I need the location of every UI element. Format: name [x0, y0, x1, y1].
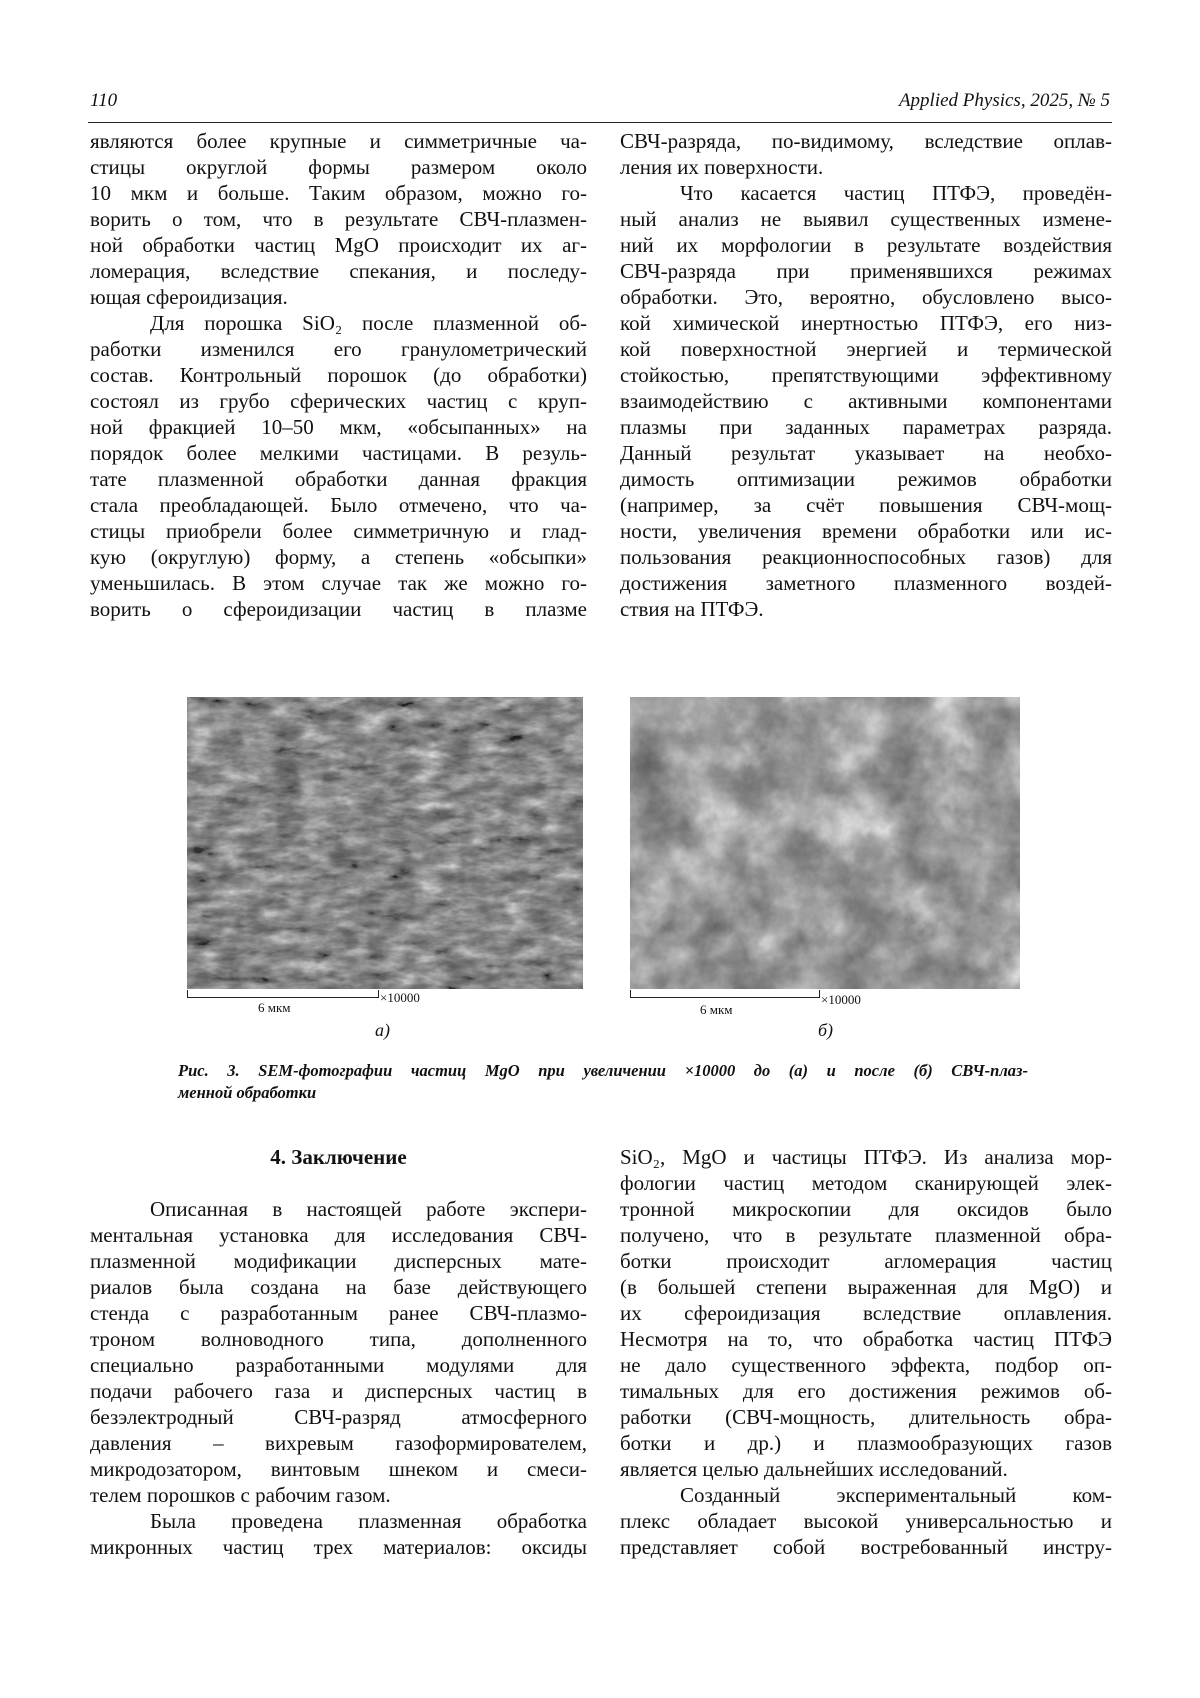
text-line: СВЧ-разряда, по-видимому, вследствие оплав- — [620, 128, 1112, 154]
text-line: стойкостью, препятствующими эффективному — [620, 362, 1112, 388]
text-line: работки изменился его гранулометрический — [90, 336, 587, 362]
text-line: димость оптимизации режимов обработки — [620, 466, 1112, 492]
scale-bar-a — [187, 990, 379, 998]
text-line: пользования реакционноспособных газов) для — [620, 544, 1112, 570]
header-rule — [88, 122, 1112, 123]
caption-line: менной обработки — [178, 1082, 1028, 1104]
text-line: риалов была создана на базе действующего — [90, 1274, 587, 1300]
text-line: (например, за счёт повышения СВЧ-мощ- — [620, 492, 1112, 518]
text-line: микронных частиц трех материалов: оксиды — [90, 1534, 587, 1560]
text-line: специально разработанными модулями для — [90, 1352, 587, 1378]
text-line: Описанная в настоящей работе экспери- — [90, 1196, 587, 1222]
text-line: ствия на ПТФЭ. — [620, 596, 1112, 622]
text-line: СВЧ-разряда при применявшихся режимах — [620, 258, 1112, 284]
section-title: 4. Заключение — [90, 1144, 587, 1170]
panel-label-b: б) — [818, 1020, 833, 1041]
text-line: ной обработки частиц MgO происходит их аг- — [90, 232, 587, 258]
text-line: телем порошков с рабочим газом. — [90, 1482, 587, 1508]
text-line: кой поверхностной энергией и термической — [620, 336, 1112, 362]
scale-label-a: 6 мкм — [258, 1000, 291, 1016]
figure-caption — [178, 1060, 1028, 1104]
text-line: Что касается частиц ПТФЭ, проведён- — [620, 180, 1112, 206]
text-line: стенда с разработанным ранее СВЧ-плазмо- — [90, 1300, 587, 1326]
text-line: уменьшилась. В этом случае так же можно го- — [90, 570, 587, 596]
text-line: ворить о сфероидизации частиц в плазме — [90, 596, 587, 622]
text-line: работки (СВЧ-мощность, длительность обра- — [620, 1404, 1112, 1430]
text-line: взаимодействию с активными компонентами — [620, 388, 1112, 414]
text-line: стицы приобрели более симметричную и глад- — [90, 518, 587, 544]
text-line: плазменной модификации дисперсных мате- — [90, 1248, 587, 1274]
text-line: Созданный экспериментальный ком- — [620, 1482, 1112, 1508]
text-line: Данный результат указывает на необхо- — [620, 440, 1112, 466]
sem-image-after — [630, 697, 1020, 989]
text-line: 10 мкм и больше. Таким образом, можно го- — [90, 180, 587, 206]
text-line: микродозатором, винтовым шнеком и смеси- — [90, 1456, 587, 1482]
text-line: ментальная установка для исследования СВЧ- — [90, 1222, 587, 1248]
text-line: SiO₂, MgO и частицы ПТФЭ. Из анализа мор- — [620, 1144, 1112, 1170]
text-line: тимальных для его достижения режимов об- — [620, 1378, 1112, 1404]
text-line: стицы округлой формы размером около — [90, 154, 587, 180]
top-left-column — [90, 128, 587, 622]
scale-bar-b — [630, 990, 820, 998]
text-line: состав. Контрольный порошок (до обработки) — [90, 362, 587, 388]
text-line: обработки. Это, вероятно, обусловлено высо- — [620, 284, 1112, 310]
text-line: стала преобладающей. Было отмечено, что ча- — [90, 492, 587, 518]
text-line: тате плазменной обработки данная фракция — [90, 466, 587, 492]
text-line: плазмы при заданных параметрах разряда. — [620, 414, 1112, 440]
text-line: давления – вихревым газоформирователем, — [90, 1430, 587, 1456]
text-line: ления их поверхности. — [620, 154, 1112, 180]
text-line: ботки и др.) и плазмообразующих газов — [620, 1430, 1112, 1456]
text-line: состоял из грубо сферических частиц с круп- — [90, 388, 587, 414]
text-line: кой химической инертностью ПТФЭ, его низ- — [620, 310, 1112, 336]
bottom-right-column — [620, 1144, 1112, 1560]
text-line: (в большей степени выраженная для MgO) и — [620, 1274, 1112, 1300]
text-line: Для порошка SiO₂ после плазменной об- — [90, 310, 587, 336]
text-line: является целью дальнейших исследований. — [620, 1456, 1112, 1482]
section-heading — [90, 1144, 587, 1170]
text-line: не дало существенного эффекта, подбор оп- — [620, 1352, 1112, 1378]
text-line: их сфероидизация вследствие оплавления. — [620, 1300, 1112, 1326]
magnification-b: ×10000 — [821, 992, 861, 1008]
text-line: ботки происходит агломерация частиц — [620, 1248, 1112, 1274]
text-line: плекс обладает высокой универсальностью и — [620, 1508, 1112, 1534]
text-line: Была проведена плазменная обработка — [90, 1508, 587, 1534]
text-line: подачи рабочего газа и дисперсных частиц в — [90, 1378, 587, 1404]
sem-image-before — [187, 697, 583, 989]
text-line: тронной микроскопии для оксидов было — [620, 1196, 1112, 1222]
panel-label-a: а) — [375, 1020, 390, 1041]
text-line: достижения заметного плазменного воздей- — [620, 570, 1112, 596]
text-line: ности, увеличения времени обработки или ис- — [620, 518, 1112, 544]
text-line: безэлектродный СВЧ-разряд атмосферного — [90, 1404, 587, 1430]
text-line: Несмотря на то, что обработка частиц ПТФЭ — [620, 1326, 1112, 1352]
text-line: представляет собой востребованный инстру- — [620, 1534, 1112, 1560]
text-line: ний их морфологии в результате воздействия — [620, 232, 1112, 258]
text-line: порядок более мелкими частицами. В резуль- — [90, 440, 587, 466]
text-line: ломерация, вследствие спекания, и последу- — [90, 258, 587, 284]
magnification-a: ×10000 — [380, 990, 420, 1006]
text-line: фологии частиц методом сканирующей элек- — [620, 1170, 1112, 1196]
bottom-left-column — [90, 1196, 587, 1560]
text-line: ворить о том, что в результате СВЧ-плазмен- — [90, 206, 587, 232]
caption-line: Рис. 3. SEM-фотографии частиц MgO при увеличении ×10000 до (а) и после (б) СВЧ-плаз- — [178, 1060, 1028, 1082]
text-line: являются более крупные и симметричные ча- — [90, 128, 587, 154]
text-line: ный анализ не выявил существенных измене- — [620, 206, 1112, 232]
journal-header: Applied Physics, 2025, № 5 — [899, 90, 1110, 112]
text-line: ной фракцией 10–50 мкм, «обсыпанных» на — [90, 414, 587, 440]
scale-label-b: 6 мкм — [700, 1002, 733, 1018]
text-line: ющая сфероидизация. — [90, 284, 587, 310]
text-line: троном волноводного типа, дополненного — [90, 1326, 587, 1352]
top-right-column — [620, 128, 1112, 622]
page-number: 110 — [90, 90, 117, 112]
text-line: кую (округлую) форму, а степень «обсыпки» — [90, 544, 587, 570]
text-line: получено, что в результате плазменной обра- — [620, 1222, 1112, 1248]
